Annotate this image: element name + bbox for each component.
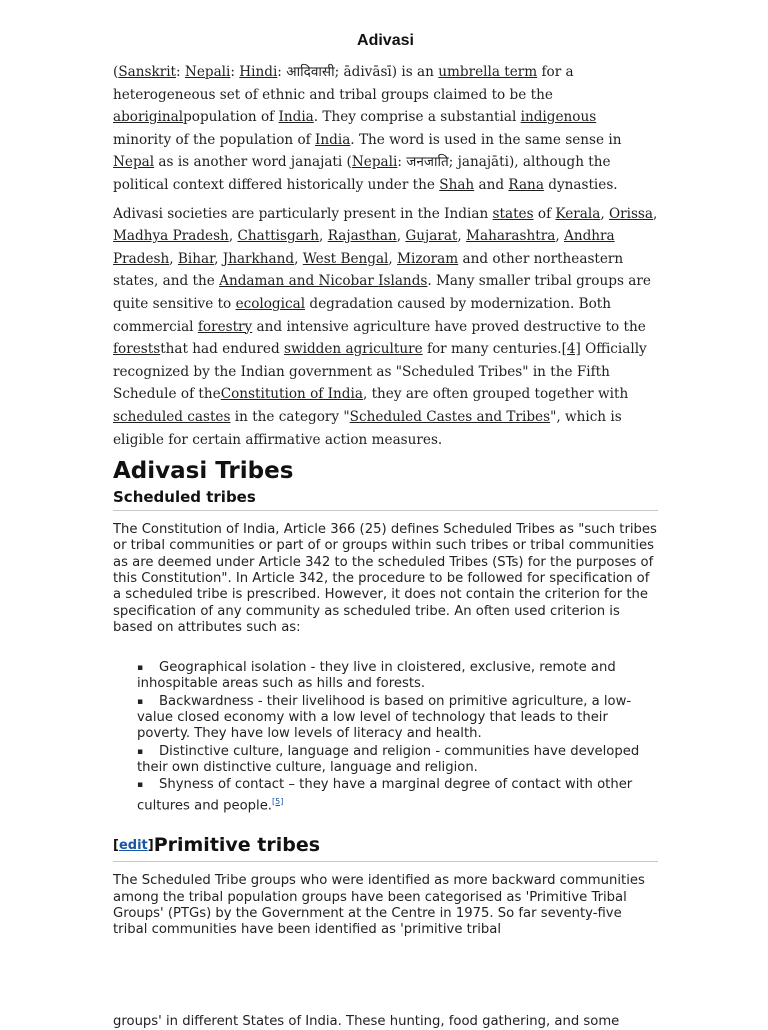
- link-madhya-pradesh[interactable]: Madhya Pradesh: [113, 228, 229, 245]
- link-umbrella-term[interactable]: umbrella term: [438, 64, 538, 80]
- link-forests[interactable]: forests: [113, 341, 161, 358]
- edit-link-wrapper: [113, 838, 154, 853]
- link-rana[interactable]: Rana: [508, 176, 544, 193]
- societies-text: in the category ": [230, 408, 350, 425]
- link-nepali[interactable]: Nepali: [184, 64, 231, 80]
- criteria-text: Geographical isolation - they live in cloistered, exclusive, remote and inhospitable areas such as hills and forests.: [137, 660, 616, 692]
- bullet-icon: ▪: [137, 780, 144, 791]
- link-aboriginal[interactable]: aboriginal: [113, 109, 184, 126]
- societies-text: and intensive agriculture have proved destructive to the: [252, 318, 646, 335]
- societies-text: Adivasi societies are particularly present in the Indian: [113, 205, 493, 222]
- intro-text: dynasties.: [543, 176, 618, 193]
- intro-text: for a heterogeneous set of ethnic and tribal groups claimed to be the: [113, 64, 574, 103]
- bullet-icon: ▪: [137, 696, 144, 707]
- link-india[interactable]: India: [315, 131, 351, 148]
- citation-link-5[interactable]: [5]: [272, 796, 284, 806]
- criteria-list: [113, 660, 658, 814]
- link-andaman-nicobar[interactable]: Andaman and Nicobar Islands: [219, 273, 428, 290]
- list-item: [137, 694, 658, 743]
- primitive-tribes-title: Primitive tribes: [153, 834, 321, 857]
- intro-paragraph: (Sanskrit: Nepali: Hindi: आदिवासी; ādivāsī) is an umbrella term for a heterogeneous set of ethnic and tribal groups claimed to be the aboriginalpopulation of India. They comprise a substantial indigenous minority of the population of India. The word is used in the same sense in Nepal as is another word janajati (Nepali: जनजाति; janajāti), although the political context differed historically under the Shah and Rana dynasties.: [113, 64, 622, 193]
- societies-paragraph: Adivasi societies are particularly present in the Indian states of Kerala, Orissa, Madhya Pradesh, Chattisgarh, Rajasthan, Gujarat, Maharashtra, Andhra Pradesh, Bihar, Jharkhand, West Bengal, Mizoram and other northeastern states, and the Andaman and Nicobar Islands. Many smaller tribal groups are quite sensitive to ecological degradation caused by modernization. Both commercial forestry and intensive agriculture have proved destructive to the foreststhat had endured swidden agriculture for many centuries.[4] Officially recognized by the Indian government as "Scheduled Tribes" in the Fifth Schedule of theConstitution of India, they are often grouped together with scheduled castes in the category "Scheduled Castes and Tribes", which is eligible for certain affirmative action measures.: [113, 205, 658, 448]
- link-andhra-pradesh[interactable]: Andhra Pradesh: [113, 228, 615, 267]
- link-maharashtra[interactable]: Maharashtra: [466, 228, 556, 245]
- link-indigenous[interactable]: indigenous: [520, 109, 597, 126]
- primitive-tribes-heading: [113, 833, 658, 862]
- societies-text: Officially recognized by the Indian government as "Scheduled Tribes" in the Fifth Schedule of the: [113, 341, 647, 403]
- adivasi-tribes-heading: Adivasi Tribes: [113, 458, 294, 485]
- link-sanskrit[interactable]: Sanskrit: [118, 64, 177, 80]
- list-item: [137, 660, 658, 693]
- edit-bracket: [: [113, 838, 119, 854]
- bullet-icon: ▪: [137, 663, 144, 674]
- edit-bracket: ]: [147, 838, 154, 854]
- primitive-tribes-paragraph: The Scheduled Tribe groups who were identified as more backward communities among the tribal population groups have been categorised as 'Primitive Tribal Groups' (PTGs) by the Government at the Centre in 1975. So far seventy-five tribal communities have been identified as 'primitive tribal: [113, 873, 645, 938]
- intro-text: population of: [183, 109, 279, 126]
- link-forestry[interactable]: forestry: [197, 318, 253, 335]
- intro-text: and: [474, 176, 509, 193]
- link-kerala[interactable]: Kerala: [555, 205, 601, 222]
- link-nepali[interactable]: Nepali: [351, 154, 398, 171]
- scheduled-tribes-paragraph: The Constitution of India, Article 366 (25) defines Scheduled Tribes as "such tribes or tribal communities or part of or groups within such tribes or tribal communities as are deemed under Article 342 to the scheduled Tribes (STs) for the purposes of this Constitution". In Article 342, the procedure to be followed for specification of a scheduled tribe is prescribed. However, it does not contain the criterion for the specification of any community as scheduled tribe. An often used criterion is based on attributes such as:: [113, 522, 657, 635]
- page-cut-text: groups' in different States of India. These hunting, food gathering, and some: [113, 1014, 620, 1029]
- edit-link[interactable]: edit: [118, 838, 148, 854]
- criteria-text: Shyness of contact – they have a marginal degree of contact with other cultures and people.: [137, 777, 633, 813]
- intro-text: minority of the population of: [113, 131, 316, 148]
- societies-text: of: [533, 205, 556, 222]
- list-item: [137, 777, 658, 814]
- link-jharkhand[interactable]: Jharkhand: [222, 250, 295, 267]
- societies-text: . Many smaller tribal groups are quite sensitive to: [113, 273, 651, 312]
- criteria-text: Backwardness - their livelihood is based on primitive agriculture, a low-value closed economy with a low level of technology that leads to their poverty. They have low levels of literacy and health.: [137, 693, 632, 742]
- citation-link-4[interactable]: [4]: [561, 341, 581, 358]
- societies-text: that had endured: [160, 341, 284, 358]
- page-title: Adivasi: [357, 32, 414, 49]
- link-swidden-agriculture[interactable]: swidden agriculture: [284, 341, 423, 358]
- link-gujarat[interactable]: Gujarat: [405, 228, 458, 245]
- link-india[interactable]: India: [278, 109, 314, 126]
- citation-5[interactable]: [272, 797, 283, 806]
- bullet-icon: ▪: [137, 746, 144, 757]
- societies-text: for many centuries.: [422, 341, 562, 358]
- link-hindi[interactable]: Hindi: [239, 64, 278, 80]
- scheduled-tribes-heading: Scheduled tribes: [113, 487, 658, 511]
- link-rajasthan[interactable]: Rajasthan: [327, 228, 397, 245]
- link-shah[interactable]: Shah: [439, 176, 475, 193]
- criteria-text: Distinctive culture, language and religion - communities have developed their own distinctive culture, language and religion.: [137, 743, 640, 775]
- intro-text: : जनजाति; janajāti), although the political context differed historically under the: [113, 154, 611, 193]
- link-ecological[interactable]: ecological: [235, 295, 306, 312]
- list-item: [137, 744, 658, 777]
- societies-text: and other northeastern states, and the: [113, 250, 624, 290]
- link-nepal[interactable]: Nepal: [113, 154, 155, 171]
- link-west-bengal[interactable]: West Bengal: [302, 250, 389, 267]
- intro-text: as is another word janajati (: [154, 154, 352, 171]
- link-states[interactable]: states: [492, 205, 534, 222]
- intro-text: . They comprise a substantial: [313, 109, 521, 126]
- link-chattisgarh[interactable]: Chattisgarh: [237, 228, 320, 245]
- intro-text: : आदिवासी; ādivāsī) is an: [277, 64, 439, 80]
- societies-text: ", which is eligible for certain affirmative action measures.: [113, 408, 622, 448]
- link-scheduled-castes-and-tribes[interactable]: Scheduled Castes and Tribes: [349, 408, 551, 425]
- link-orissa[interactable]: Orissa: [608, 205, 654, 222]
- intro-text: . The word is used in the same sense in: [350, 131, 622, 148]
- link-mizoram[interactable]: Mizoram: [397, 250, 459, 267]
- scheduled-tribes-section: [113, 522, 658, 938]
- link-bihar[interactable]: Bihar: [177, 250, 215, 267]
- societies-text: , they are often grouped together with: [362, 386, 629, 403]
- document-page: [113, 0, 658, 938]
- societies-text: degradation caused by modernization. Both commercial: [113, 295, 612, 335]
- link-scheduled-castes[interactable]: scheduled castes: [113, 408, 231, 425]
- link-constitution-of-india[interactable]: Constitution of India: [220, 386, 363, 403]
